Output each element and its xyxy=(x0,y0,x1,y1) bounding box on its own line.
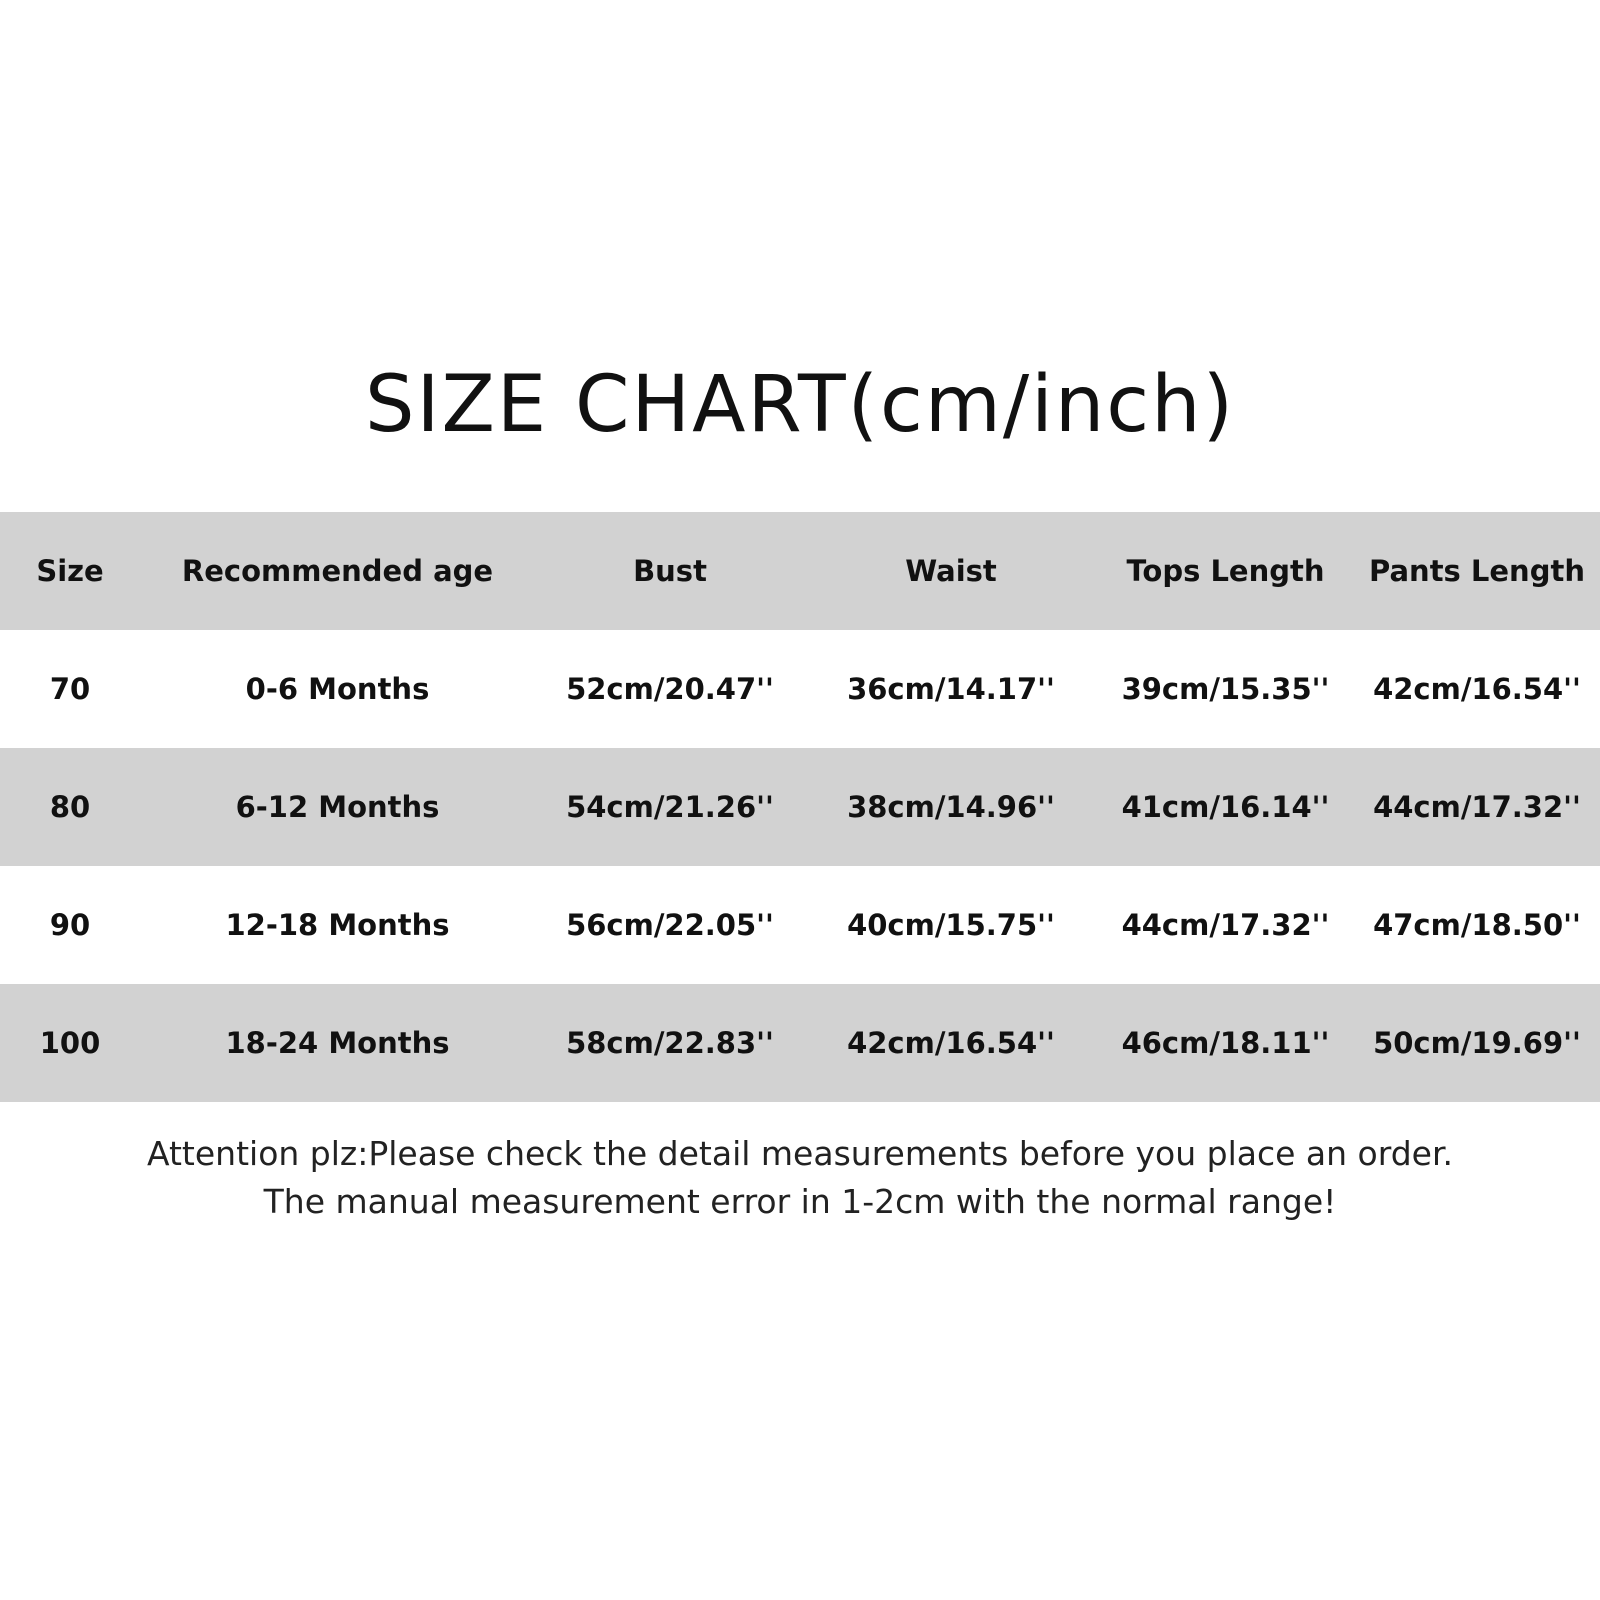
table-row xyxy=(0,748,1600,866)
cell-pants-length: 42cm/16.54'' xyxy=(1373,672,1581,706)
note-line-2: The manual measurement error in 1-2cm with the normal range! xyxy=(263,1182,1337,1221)
page-title: SIZE CHART(cm/inch) xyxy=(364,360,1236,450)
cell-recommended-age: 0-6 Months xyxy=(245,672,430,706)
cell-tops-length: 44cm/17.32'' xyxy=(1121,908,1330,942)
cell-size: 100 xyxy=(39,1026,101,1060)
header-size: Size xyxy=(36,554,104,588)
cell-recommended-age: 18-24 Months xyxy=(225,1026,450,1060)
cell-bust: 52cm/20.47'' xyxy=(566,672,774,706)
attention-note xyxy=(0,1130,1600,1226)
cell-pants-length: 47cm/18.50'' xyxy=(1373,908,1581,942)
cell-recommended-age: 12-18 Months xyxy=(225,908,450,942)
cell-waist: 40cm/15.75'' xyxy=(847,908,1055,942)
cell-tops-length: 41cm/16.14'' xyxy=(1121,790,1330,824)
header-bust: Bust xyxy=(633,554,707,588)
cell-tops-length: 39cm/15.35'' xyxy=(1121,672,1330,706)
note-line-1: Attention plz:Please check the detail measurements before you place an order. xyxy=(147,1134,1453,1173)
cell-recommended-age: 6-12 Months xyxy=(235,790,440,824)
cell-bust: 58cm/22.83'' xyxy=(566,1026,774,1060)
cell-size: 90 xyxy=(49,908,91,942)
cell-waist: 36cm/14.17'' xyxy=(847,672,1055,706)
cell-size: 80 xyxy=(49,790,91,824)
cell-pants-length: 50cm/19.69'' xyxy=(1373,1026,1581,1060)
table-row xyxy=(0,866,1600,984)
cell-bust: 56cm/22.05'' xyxy=(566,908,774,942)
table-row xyxy=(0,984,1600,1102)
cell-pants-length: 44cm/17.32'' xyxy=(1373,790,1581,824)
header-tops-length: Tops Length xyxy=(1126,554,1325,588)
cell-waist: 42cm/16.54'' xyxy=(847,1026,1055,1060)
cell-waist: 38cm/14.96'' xyxy=(847,790,1055,824)
size-chart-table xyxy=(0,512,1600,1102)
table-header-row xyxy=(0,512,1600,630)
cell-bust: 54cm/21.26'' xyxy=(566,790,774,824)
cell-tops-length: 46cm/18.11'' xyxy=(1121,1026,1330,1060)
header-recommended-age: Recommended age xyxy=(181,554,494,588)
header-waist: Waist xyxy=(905,554,997,588)
cell-size: 70 xyxy=(49,672,91,706)
header-pants-length: Pants Length xyxy=(1369,554,1585,588)
table-row xyxy=(0,630,1600,748)
